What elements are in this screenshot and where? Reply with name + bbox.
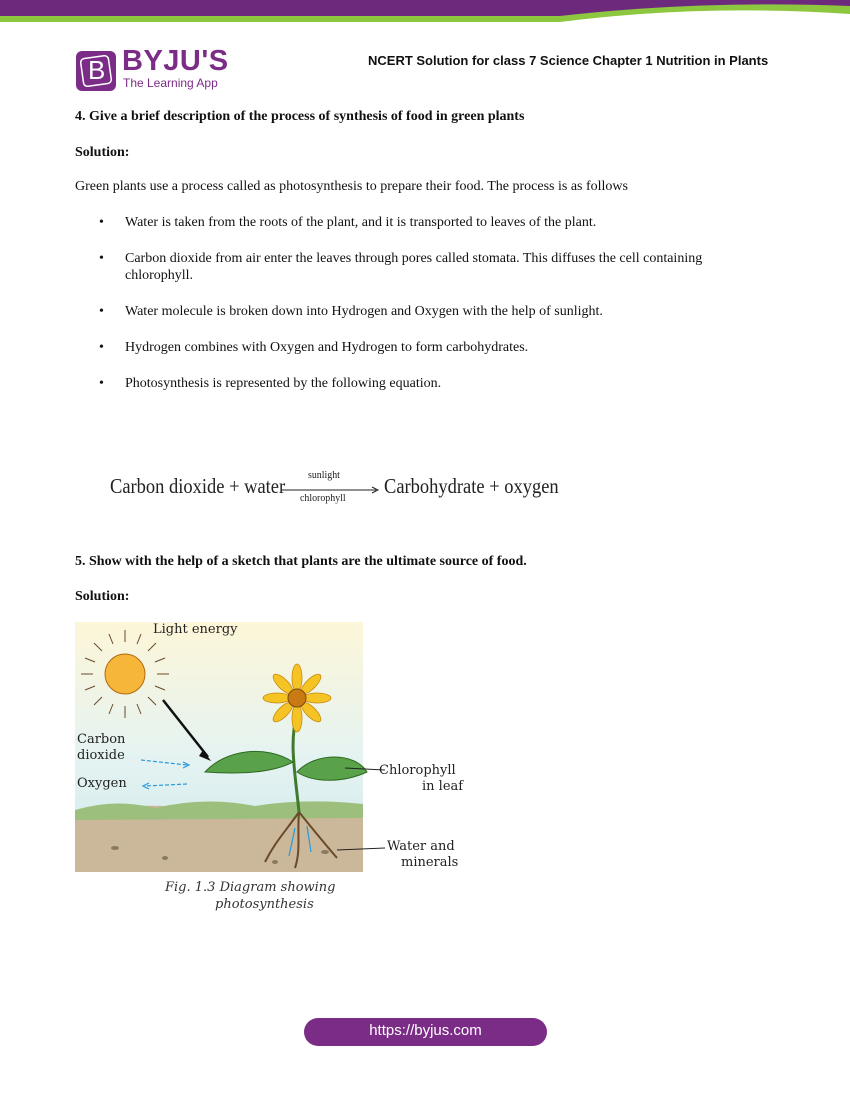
brand-name: BYJU'S	[122, 45, 229, 77]
solution-label-4: Solution:	[75, 145, 130, 160]
grass	[75, 801, 363, 820]
list-item: • Photosynthesis is represented by the following equation.	[96, 375, 776, 392]
logo-letter: B	[88, 55, 106, 85]
byjus-logo	[76, 45, 246, 93]
solution-intro: Green plants use a process called as photosynthesis to prepare their food. The process is as follows	[75, 179, 628, 194]
equation-reactants: Carbon dioxide + water	[110, 474, 286, 498]
label-dioxide: dioxide	[77, 748, 125, 763]
list-item: • Water is taken from the roots of the plant, and it is transported to leaves of the plant.	[96, 214, 776, 231]
brand-tagline: The Learning App	[123, 76, 218, 90]
figure-caption-line2: photosynthesis	[215, 897, 314, 912]
label-chlorophyll: Chlorophyll	[379, 763, 456, 778]
footer-url[interactable]: https://byjus.com	[369, 1022, 482, 1039]
list-item: • Hydrogen combines with Oxygen and Hydrogen to form carbohydrates.	[96, 339, 776, 356]
footer-url-button[interactable]	[304, 1018, 547, 1046]
label-oxygen: Oxygen	[77, 776, 127, 791]
equation-condition-chlorophyll: chlorophyll	[300, 492, 346, 504]
equation-products: Carbohydrate + oxygen	[384, 474, 559, 498]
figure-caption-line1: Fig. 1.3 Diagram showing	[165, 880, 336, 895]
label-minerals: minerals	[401, 855, 459, 870]
label-water: Water and	[387, 839, 455, 854]
logo-mark	[76, 51, 116, 91]
photosynthesis-equation	[110, 468, 570, 508]
question-5: 5. Show with the help of a sketch that plants are the ultimate source of food.	[75, 554, 527, 569]
list-item: • Water molecule is broken down into Hydrogen and Oxygen with the help of sunlight.	[96, 303, 776, 320]
process-steps-list	[96, 214, 776, 411]
top-banner	[0, 0, 850, 28]
solution-label-5: Solution:	[75, 589, 130, 604]
label-light-energy: Light energy	[153, 622, 238, 637]
question-4: 4. Give a brief description of the process of synthesis of food in green plants	[75, 109, 525, 124]
list-item: • Carbon dioxide from air enter the leaves through pores called stomata. This diffuses the cell containing chlorophyll.	[96, 250, 776, 284]
page-header-title: NCERT Solution for class 7 Science Chapter 1 Nutrition in Plants	[368, 53, 769, 68]
equation-condition-sunlight: sunlight	[308, 469, 340, 481]
label-carbon: Carbon	[77, 732, 126, 747]
photosynthesis-diagram	[75, 622, 495, 922]
label-in-leaf: in leaf	[422, 779, 464, 794]
